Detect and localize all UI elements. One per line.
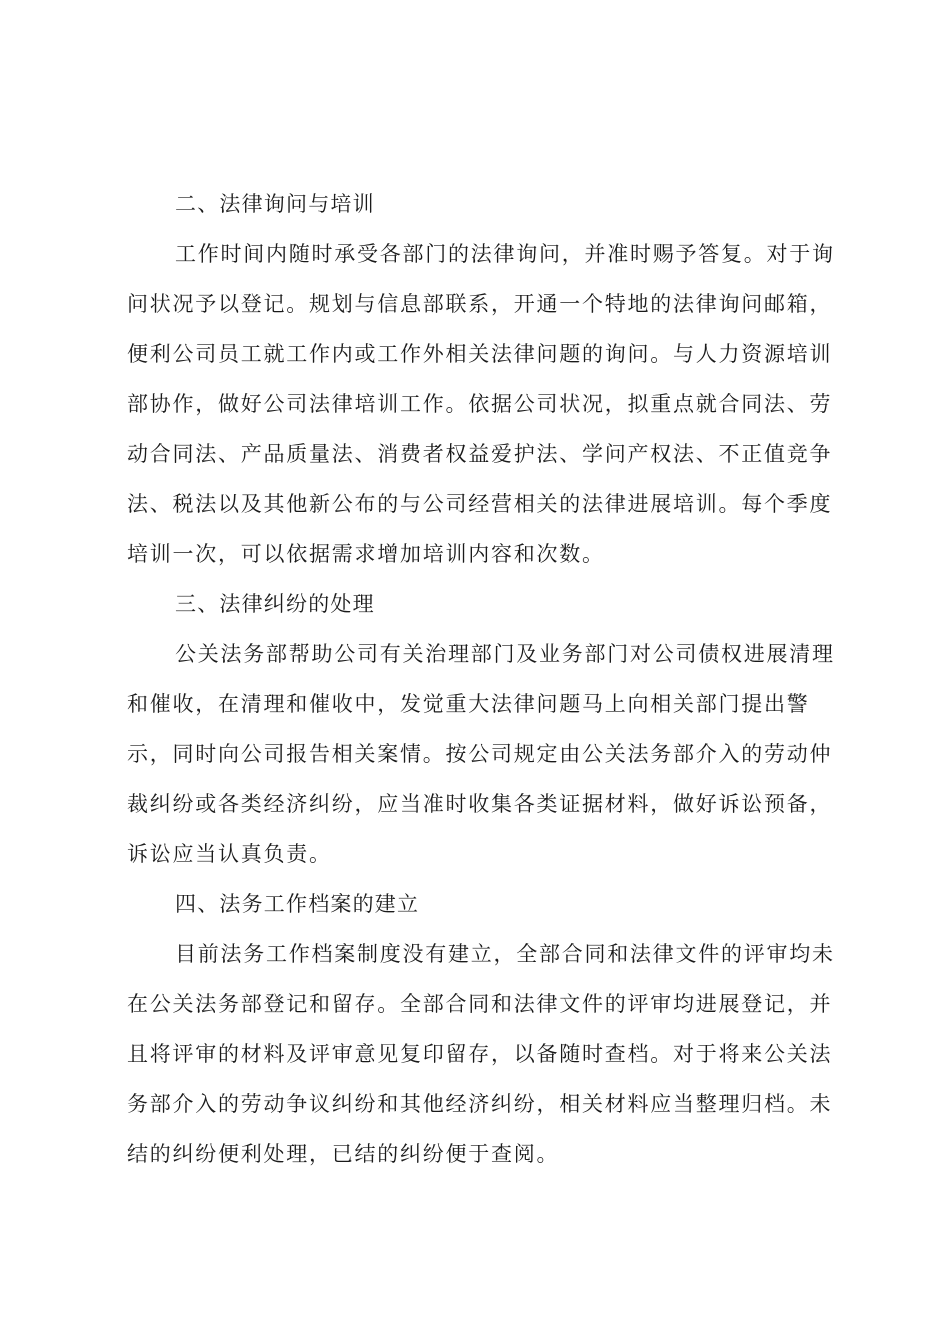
paragraph-line: 务部介入的劳动争议纠纷和其他经济纠纷，相关材料应当整理归档。未 <box>127 1092 833 1116</box>
paragraph-line: 结的纠纷便利处理，已结的纠纷便于查阅。 <box>127 1142 560 1166</box>
paragraph-line: 培训一次，可以依据需求增加培训内容和次数。 <box>127 542 605 566</box>
paragraph-line: 诉讼应当认真负责。 <box>127 842 332 866</box>
section-heading: 二、法律询问与培训 <box>175 192 375 216</box>
paragraph-line: 法、税法以及其他新公布的与公司经营相关的法律进展培训。每个季度 <box>127 492 833 516</box>
paragraph-line: 示，同时向公司报告相关案情。按公司规定由公关法务部介入的劳动仲 <box>127 742 833 766</box>
paragraph-line: 且将评审的材料及评审意见复印留存，以备随时查档。对于将来公关法 <box>127 1042 833 1066</box>
paragraph-line: 和催收，在清理和催收中，发觉重大法律问题马上向相关部门提出警 <box>127 692 810 716</box>
section-heading: 三、法律纠纷的处理 <box>175 592 375 616</box>
paragraph-line: 裁纠纷或各类经济纠纷，应当准时收集各类证据材料，做好诉讼预备， <box>127 792 833 816</box>
section-heading: 四、法务工作档案的建立 <box>175 892 420 916</box>
paragraph-line: 部协作，做好公司法律培训工作。依据公司状况，拟重点就合同法、劳 <box>127 392 833 416</box>
paragraph-line: 目前法务工作档案制度没有建立，全部合同和法律文件的评审均未 <box>175 942 835 966</box>
paragraph-line: 动合同法、产品质量法、消费者权益爱护法、学问产权法、不正值竞争 <box>127 442 833 466</box>
paragraph-line: 工作时间内随时承受各部门的法律询问，并准时赐予答复。对于询 <box>175 242 835 266</box>
paragraph-line: 便利公司员工就工作内或工作外相关法律问题的询问。与人力资源培训 <box>127 342 833 366</box>
paragraph-line: 问状况予以登记。规划与信息部联系，开通一个特地的法律询问邮箱， <box>127 292 833 316</box>
paragraph-line: 公关法务部帮助公司有关治理部门及业务部门对公司债权进展清理 <box>175 642 835 666</box>
paragraph-line: 在公关法务部登记和留存。全部合同和法律文件的评审均进展登记，并 <box>127 992 833 1016</box>
